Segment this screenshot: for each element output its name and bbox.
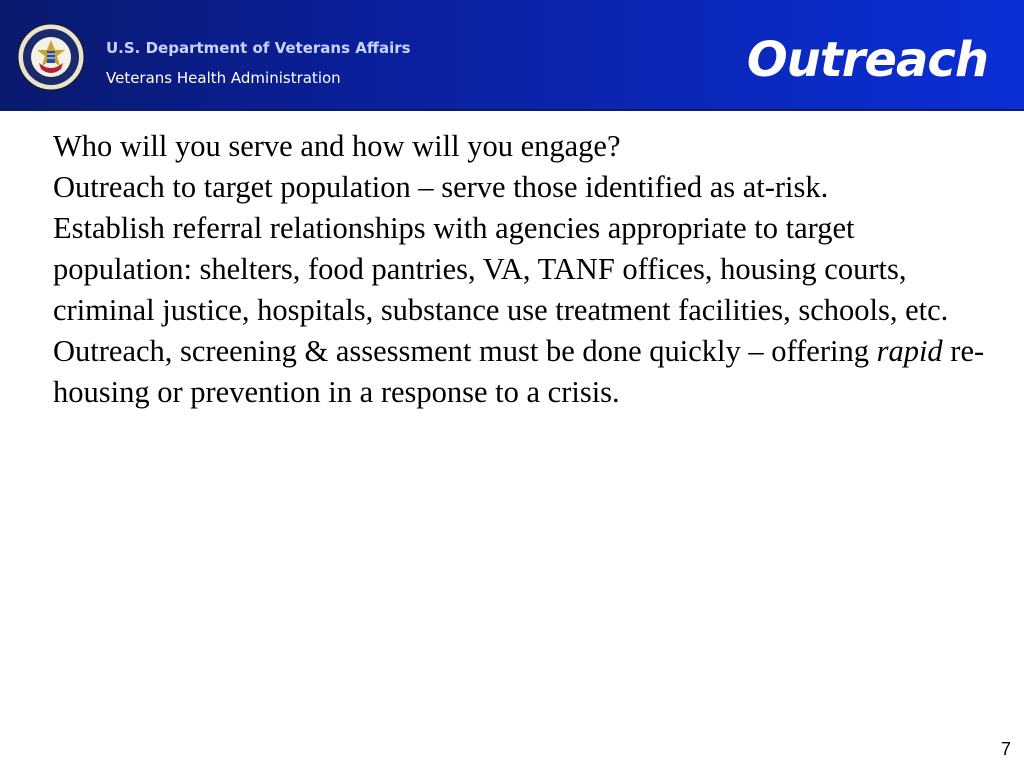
org-subname: Veterans Health Administration xyxy=(106,69,341,87)
org-name: U.S. Department of Veterans Affairs xyxy=(106,39,411,57)
page-number: 7 xyxy=(1000,739,1011,759)
paragraph-4-text-b: re-housing or prevention in a response to a crisis. xyxy=(53,334,985,409)
paragraph-4-emphasis: rapid xyxy=(876,334,943,368)
paragraph-2: Outreach to target population – serve those identified as at-risk. xyxy=(53,170,829,204)
va-seal-icon xyxy=(17,23,85,91)
slide-title: Outreach xyxy=(746,32,988,88)
paragraph-4 xyxy=(53,331,993,413)
paragraph-1: Who will you serve and how will you engage? xyxy=(53,129,621,163)
paragraph-3: Establish referral relationships with agencies appropriate to target population: shelters, food pantries, VA, TANF offices, housing courts, criminal justice, hospitals, substance use treatment facilities, schools, etc. xyxy=(53,211,949,327)
paragraph-4-text-a: Outreach, screening & assessment must be done quickly – offering xyxy=(53,334,877,368)
header-banner xyxy=(0,0,1024,111)
slide-body xyxy=(53,126,993,413)
